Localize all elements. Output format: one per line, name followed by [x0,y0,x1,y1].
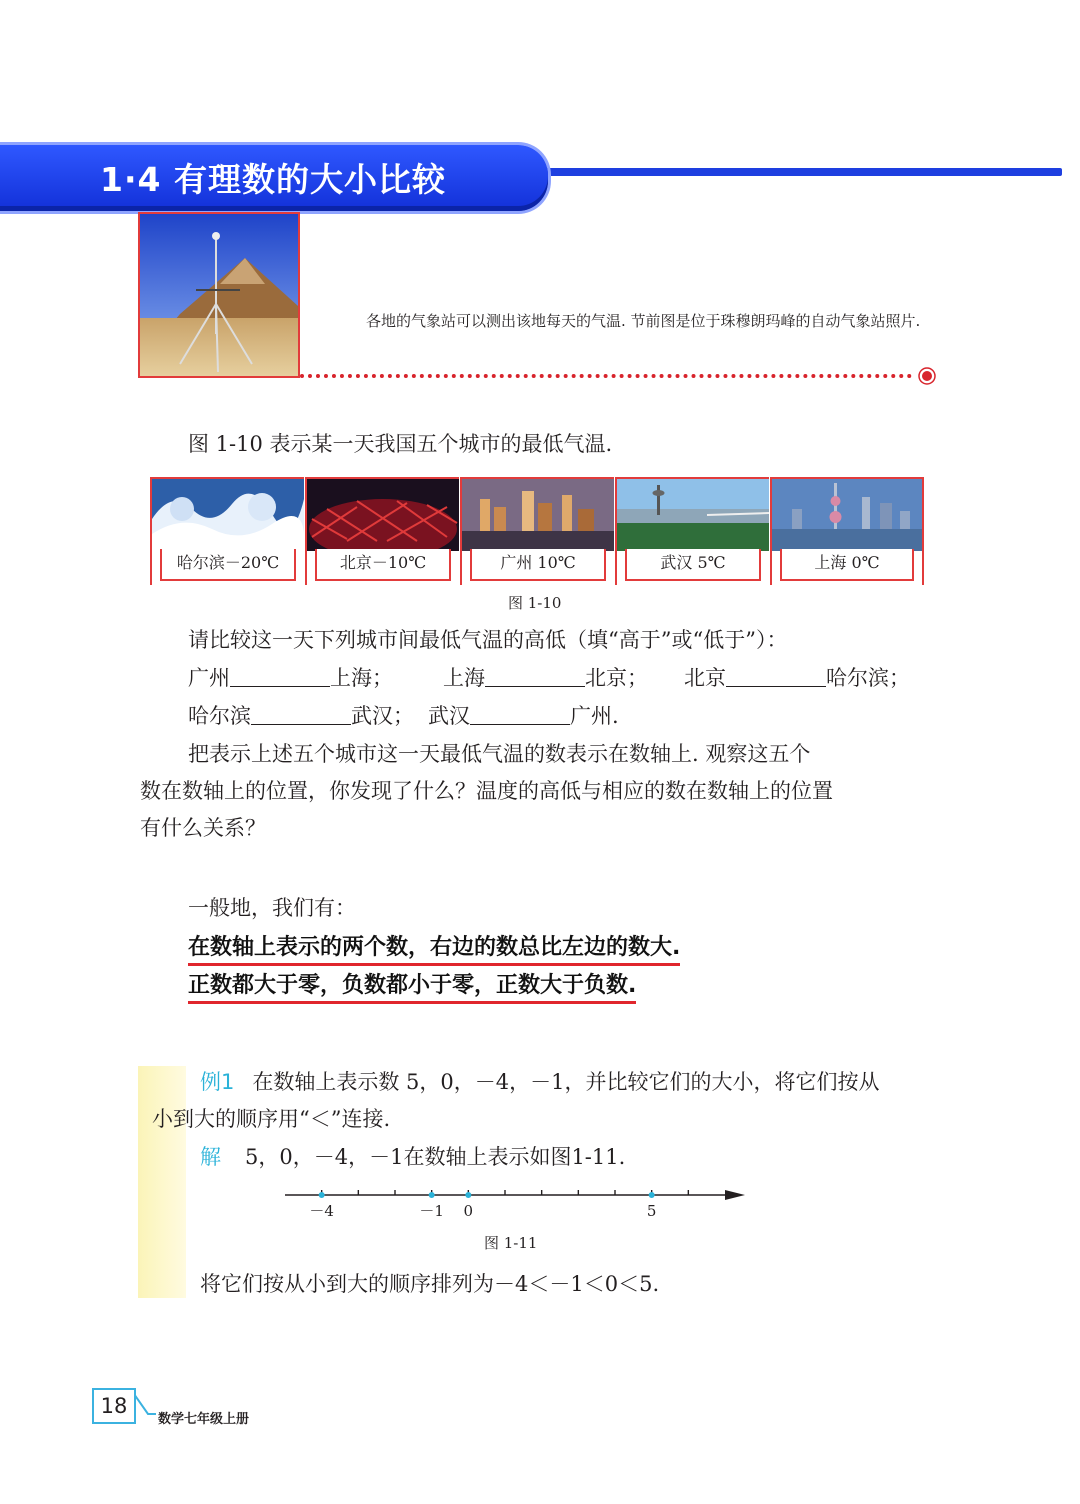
number-point [649,1192,655,1198]
wuhan-photo [617,477,769,551]
blank-left-term: 广州 [188,666,230,690]
answer-blank[interactable] [485,660,585,687]
discussion-line-3: 有什么关系？ [140,816,266,840]
shanghai-photo [772,477,922,551]
tick-label: 5 [646,1202,657,1220]
dotted-divider [300,374,912,378]
example-result: 将它们按从小到大的顺序排列为－4＜－1＜0＜5. [200,1272,660,1296]
city-panel-wuhan [615,477,769,585]
fill-blank-row-1 [188,660,910,697]
example-line-1 [200,1064,880,1101]
conclusion-intro: 一般地，我们有： [188,896,356,920]
blank-right-term: 上海； [330,666,393,690]
banner-rule [540,168,1062,176]
city-label: 武汉 5℃ [625,549,761,581]
answer-blank[interactable] [251,698,351,725]
weather-station-photo [138,212,300,378]
answer-blank[interactable] [230,660,330,687]
blank-right-term: 武汉； [351,704,414,728]
number-point [319,1192,325,1198]
city-panel-shanghai [770,477,924,585]
harbin-photo [152,477,304,551]
tick-label: －4 [309,1202,334,1220]
number-line-chart [280,1180,750,1230]
page-tab-arrow-icon [134,1392,158,1422]
example-text: 在数轴上表示数 5，0，－4，－1，并比较它们的大小，将它们按从 [252,1070,880,1094]
figure-1-11-caption: 图 1-11 [484,1234,538,1252]
page-number: 18 [92,1388,136,1424]
book-title: 数学七年级上册 [158,1412,250,1427]
tick-label: －1 [419,1202,444,1220]
tick-label: 0 [463,1202,474,1220]
question-prompt: 请比较这一天下列城市间最低气温的高低（填“高于”或“低于”）： [188,628,788,652]
beijing-photo [307,477,459,551]
rule-number-line: 在数轴上表示的两个数，右边的数总比左边的数大. [188,930,680,966]
fill-blank-row-2 [188,698,619,735]
solution-text: 5，0，－4，－1在数轴上表示如图1-11. [245,1145,626,1169]
rule-sign: 正数都大于零，负数都小于零，正数大于负数. [188,968,636,1004]
city-label: 北京－10℃ [315,549,451,581]
section-title: 1·4 有理数的大小比较 [100,160,446,199]
figure-lead: 图 1-10 表示某一天我国五个城市的最低气温. [188,432,613,456]
city-panel-harbin [150,477,304,585]
blank-right-term: 哈尔滨； [826,666,910,690]
example-label: 例1 [200,1070,235,1094]
blank-left-term: 上海 [443,666,485,690]
city-panel-beijing [305,477,459,585]
example-line-2: 小到大的顺序用“＜”连接. [152,1107,391,1131]
blank-right-term: 广州. [570,704,619,728]
blank-right-term: 北京； [585,666,648,690]
discussion-line-1: 把表示上述五个城市这一天最低气温的数表示在数轴上. 观察这五个 [188,742,811,766]
blank-left-term: 北京 [684,666,726,690]
answer-blank[interactable] [726,660,826,687]
blank-left-term: 武汉 [428,704,470,728]
city-label: 上海 0℃ [780,549,914,581]
photo-caption: 各地的气象站可以测出该地每天的气温. 节前图是位于珠穆朗玛峰的自动气象站照片. [366,312,921,330]
target-dot-icon [918,367,936,385]
number-point [429,1192,435,1198]
solution-line [200,1139,625,1176]
city-temperature-strip [150,477,926,585]
city-label: 广州 10℃ [470,549,606,581]
guangzhou-photo [462,477,614,551]
discussion-line-2: 数在数轴上的位置，你发现了什么？温度的高低与相应的数在数轴上的位置 [140,779,833,803]
city-label: 哈尔滨－20℃ [160,549,296,581]
answer-blank[interactable] [470,698,570,725]
blank-left-term: 哈尔滨 [188,704,251,728]
figure-1-10-caption: 图 1-10 [508,594,562,612]
number-point [465,1192,471,1198]
solution-label: 解 [200,1145,221,1169]
city-panel-guangzhou [460,477,614,585]
axis-arrow-icon [725,1190,745,1200]
